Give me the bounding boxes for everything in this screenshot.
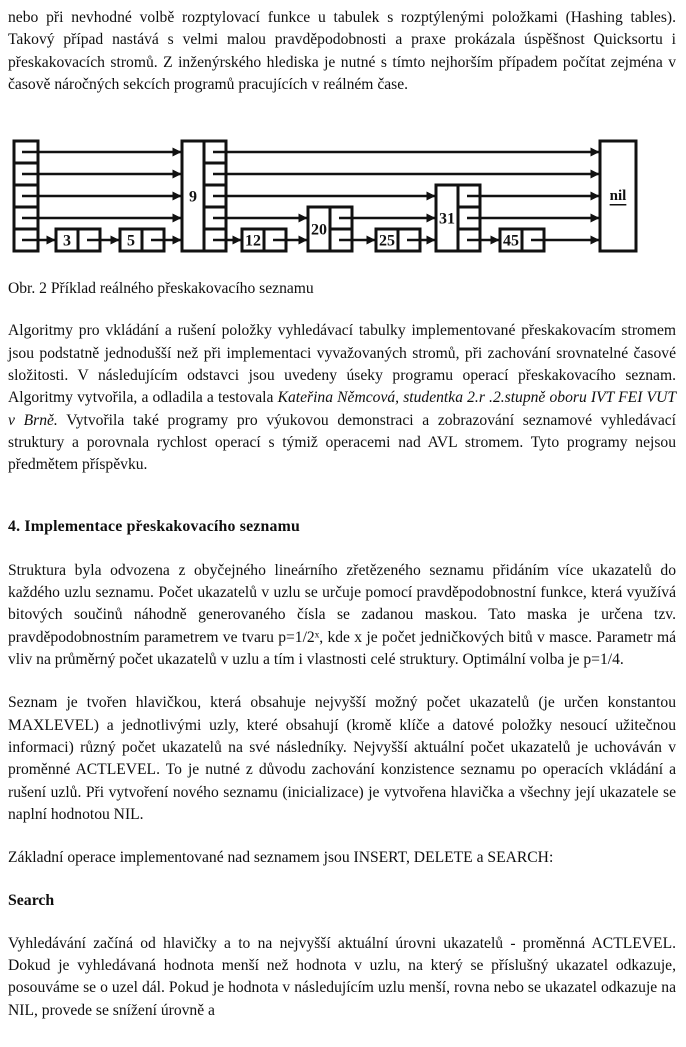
paragraph-search: Vyhledávání začíná od hlavičky a to na nejvyšší aktuální úrovni ukazatelů - proměnná ACTLEVEL. Dokud je vyhledávaná hodnota menší než hodnota v uzlu, na který se příslušný ukazatel odkazuje, posouváme se o uzel dál. Pokud je hodnota v následujícím uzlu menší, rovna nebo se ukazatel odkazuje na NIL, provede se snížení úrovně a [8,934,676,1019]
paragraph-operations: Základní operace implementované nad seznamem jsou INSERT, DELETE a SEARCH: [8,849,554,867]
svg-text:12: 12 [245,232,261,250]
section-heading-implementation: 4. Implementace přeskakovacího seznamu [8,517,300,535]
paragraph-algorithms-tail: Vytvořila také programy pro výukovou demonstraci a zobrazování seznamové vyhledávací struktury a porovnala rychlost operací s týmiž operacemi nad AVL stromem. Tyto programy nejsou předmětem příspěvku. [8,411,676,474]
paragraph-list-header: Seznam je tvořen hlavičkou, která obsahuje nejvyšší možný počet ukazatelů (je určen konstantou MAXLEVEL) a jednotlivými uzly, které obsahují (kromě klíče a datové položky nesoucí užitečnou informaci) různý počet ukazatelů na své následníky. Nejvyšší aktuální počet ukazatelů je uchováván v proměnné ACTLEVEL. To je nutné z důvodu zachování konzistence seznamu po operacích vkládání a rušení uzlů. Při vytvoření nového seznamu (inicializace) je vytvořena hlavička a všechny její ukazatele se naplní hodnotou NIL. [8,694,676,823]
figure-skiplist [8,129,676,300]
paragraph-algorithms-lead: Algoritmy pro vkládání a rušení položky vyhledávací tabulky implementované přeskakovacím stromem jsou podstatně jednodušší než při implementaci vyvažovaných stromů, při zachování srovnatelné časové složitosti. V následujícím odstavci jsou uvedeny úseky programu operací přeskakovacího seznam. Algoritmy vytvořila, a odladila a testovala [8,322,676,407]
svg-text:45: 45 [503,232,519,250]
paragraph-algorithms [8,320,676,476]
svg-text:25: 25 [379,232,395,250]
svg-text:31: 31 [439,210,455,228]
svg-text:20: 20 [311,221,327,239]
svg-text:3: 3 [63,232,71,250]
subsection-heading-search: Search [8,892,55,910]
figure-caption: Obr. 2 Příklad reálného přeskakovacího seznamu [8,280,314,298]
svg-text:5: 5 [127,232,135,250]
author-credit-italic: Kateřina Němcová, studentka 2.r .2.stupně oboru IVT FEI VUT v Brně. [8,389,677,429]
svg-text:9: 9 [189,188,197,206]
skiplist-diagram [8,129,660,263]
paragraph-structure: Struktura byla odvozena z obyčejného lineárního zřetězeného seznamu přidáním více ukazatelů do každého uzlu seznamu. Počet ukazatelů v uzlu se určuje pomocí pravděpodobnostní funkce, která využívá bitových součinů náhodně generovaného čísla se zadanou maskou. Tato maska je určena tzv. pravděpodobnostním parametrem ve tvaru p=1/2ˣ, kde x je počet jedničkových bitů v masce. Parametr má vliv na průměrný počet ukazatelů v uzlu a tím i vlastnosti celé struktury. Optimální volba je p=1/4. [8,561,676,669]
paragraph-intro: nebo při nevhodné volbě rozptylovací funkce u tabulek s rozptýlenými položkami (Hashing tables). Takový případ nastává s velmi malou pravděpodobnosti a praxe prokázala úspěšnost Quicksortu i přeskakovacích stromů. Z inženýrského hlediska je nutné s tímto nejhorším případem počítat zejména v časově náročných sekcích programů pracujících v reálném čase. [8,9,676,93]
svg-text:nil: nil [609,188,627,205]
